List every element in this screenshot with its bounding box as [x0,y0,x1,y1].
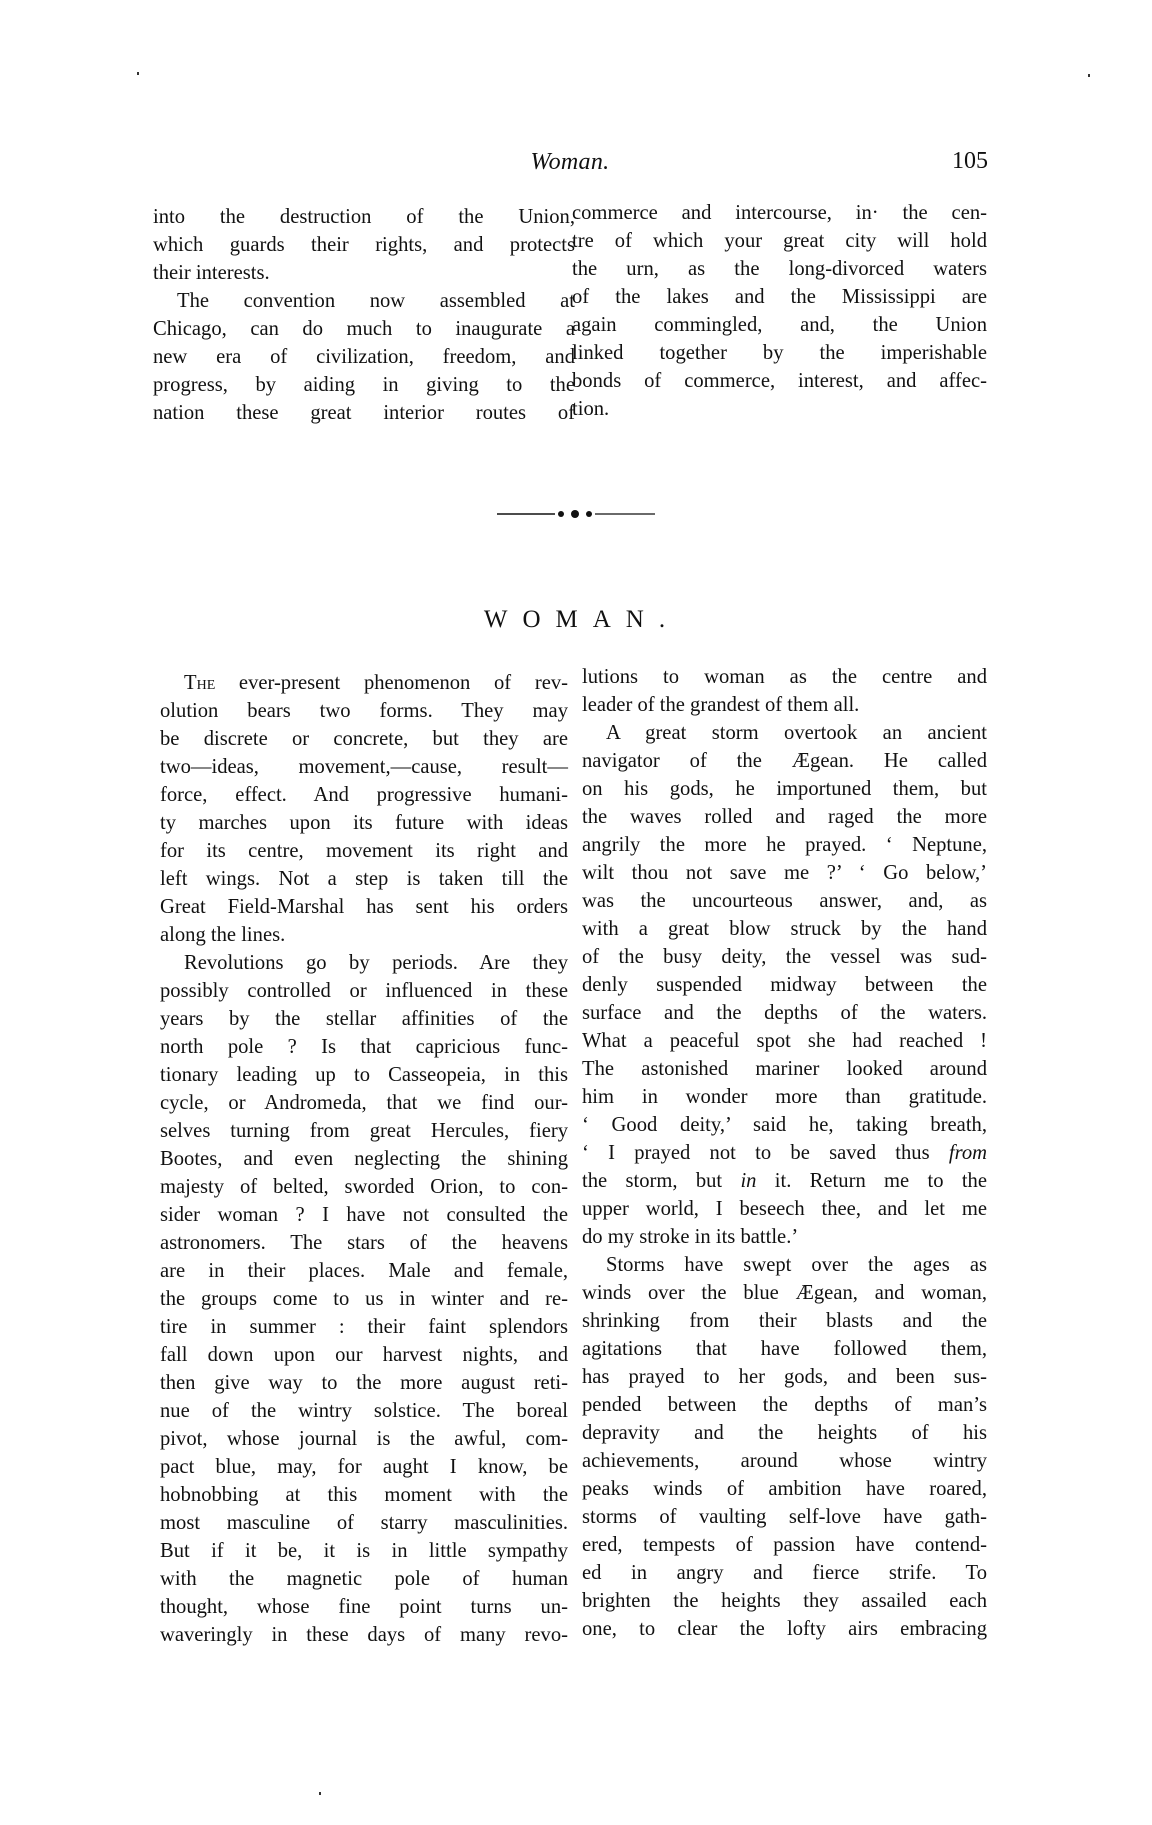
text-line: which guards their rights, and protects [153,234,575,256]
text-line: be discrete or concrete, but they are [160,728,568,750]
running-head [0,146,1152,178]
text-line: Revolutions go by periods. Are they [184,952,568,974]
text-line: two—ideas, movement,—cause, result— [160,756,568,778]
text-line: bonds of commerce, interest, and affec- [572,370,987,392]
text-line: ‘ Good deity,’ said he, taking breath, [582,1114,987,1136]
text-line: the groups come to us in winter and re- [160,1288,568,1310]
text-line: into the destruction of the Union, [153,206,575,228]
text-line: new era of civilization, freedom, and [153,346,575,368]
text-line: The ever-present phenomenon of rev- [184,672,568,694]
section-divider-ornament [497,504,657,524]
text-line: on his gods, he importuned them, but [582,778,987,800]
text-line: commerce and intercourse, in· the cen- [572,202,987,224]
text-line: pact blue, may, for aught I know, be [160,1456,568,1478]
text-line: left wings. Not a step is taken till the [160,868,568,890]
scan-speck [137,72,139,75]
text-line: linked together by the imperishable [572,342,987,364]
text-line: The convention now assembled at [177,290,575,312]
text-line: A great storm overtook an ancient [606,722,987,744]
text-line: do my stroke in its battle.’ [582,1226,799,1248]
text-line: waveringly in these days of many revo- [160,1624,568,1646]
previous-article-left-column [153,203,575,427]
text-line: Great Field-Marshal has sent his orders [160,896,568,918]
text-line: north pole ? Is that capricious func- [160,1036,568,1058]
ornament-dot-left [558,511,564,517]
text-line: tion. [572,398,610,420]
text-line: upper world, I beseech thee, and let me [582,1198,987,1220]
text-line: the waves rolled and raged the more [582,806,987,828]
text-line: force, effect. And progressive humani- [160,784,568,806]
text-line: then give way to the more august reti- [160,1372,568,1394]
text-line: fall down upon our harvest nights, and [160,1344,568,1366]
text-line: nation these great interior routes of [153,402,575,424]
text-line: depravity and the heights of his [582,1422,987,1444]
text-line: astronomers. The stars of the heavens [160,1232,568,1254]
text-line: progress, by aiding in giving to the [153,374,575,396]
text-line: him in wonder more than gratitude. [582,1086,987,1108]
text-line: navigator of the Ægean. He called [582,750,987,772]
text-line: has prayed to her gods, and been sus- [582,1366,987,1388]
text-line: agitations that have followed them, [582,1338,987,1360]
text-line: shrinking from their blasts and the [582,1310,987,1332]
article-left-column [160,669,568,1649]
text-line: leader of the grandest of them all. [582,694,860,716]
text-line: The astonished mariner looked around [582,1058,987,1080]
text-line: peaks winds of ambition have roared, [582,1478,987,1500]
text-line: years by the stellar affinities of the [160,1008,568,1030]
text-line: pivot, whose journal is the awful, com- [160,1428,568,1450]
text-line: along the lines. [160,924,286,946]
text-line: olution bears two forms. They may [160,700,568,722]
text-line: surface and the depths of the waters. [582,1002,987,1024]
text-line: wilt thou not save me ?’ ‘ Go below,’ [582,862,987,884]
scan-speck [319,1792,321,1795]
small-caps-lead: The [184,672,216,694]
text-line: of the busy deity, the vessel was sud- [582,946,987,968]
ornament-dot-center [571,510,579,518]
text-line: lutions to woman as the centre and [582,666,987,688]
text-line: ed in angry and fierce strife. To [582,1562,987,1584]
article-right-column [582,663,987,1643]
text-line: tionary leading up to Casseopeia, in this [160,1064,568,1086]
text-line: possibly controlled or influenced in these [160,980,568,1002]
text-line: denly suspended midway between the [582,974,987,996]
text-line: with a great blow struck by the hand [582,918,987,940]
article-title: WOMAN. [483,606,681,633]
text-line: the urn, as the long-divorced waters [572,258,987,280]
text-line: achievements, around whose wintry [582,1450,987,1472]
text-line: But if it be, it is in little sympathy [160,1540,568,1562]
running-title: Woman. [530,149,610,175]
text-line: cycle, or Andromeda, that we find our- [160,1092,568,1114]
text-line: winds over the blue Ægean, and woman, [582,1282,987,1304]
text-line: the storm, but in it. Return me to the [582,1170,987,1192]
previous-article-right-column [572,199,987,423]
text-line: angrily the more he prayed. ‘ Neptune, [582,834,987,856]
text-line: Chicago, can do much to inaugurate a [153,318,575,340]
text-line: are in their places. Male and female, [160,1260,568,1282]
text-line: ered, tempests of passion have contend- [582,1534,987,1556]
text-line: storms of vaulting self-love have gath- [582,1506,987,1528]
text-line: their interests. [153,262,270,284]
text-line: again commingled, and, the Union [572,314,987,336]
text-line: tire in summer : their faint splendors [160,1316,568,1338]
page-number: 105 [952,148,988,174]
text-line: was the uncourteous answer, and, as [582,890,987,912]
text-line: brighten the heights they assailed each [582,1590,987,1612]
text-line: most masculine of starry masculinities. [160,1512,568,1534]
text-line: What a peaceful spot she had reached ! [582,1030,987,1052]
text-line: majesty of belted, sworded Orion, to con- [160,1176,568,1198]
text-line: Bootes, and even neglecting the shining [160,1148,568,1170]
text-line: ty marches upon its future with ideas [160,812,568,834]
text-line: of the lakes and the Mississippi are [572,286,987,308]
ornament-dot-right [586,511,592,517]
text-line: selves turning from great Hercules, fiery [160,1120,568,1142]
text-line: for its centre, movement its right and [160,840,568,862]
text-line: thought, whose fine point turns un- [160,1596,568,1618]
text-line: one, to clear the lofty airs embracing [582,1618,987,1640]
text-line: with the magnetic pole of human [160,1568,568,1590]
italic-emphasis: in [740,1170,757,1192]
text-line: tre of which your great city will hold [572,230,987,252]
italic-emphasis: from [948,1142,987,1164]
text-line: pended between the depths of man’s [582,1394,987,1416]
text-line: ‘ I prayed not to be saved thus from [582,1142,987,1164]
text-line: sider woman ? I have not consulted the [160,1204,568,1226]
scan-speck [1088,74,1090,77]
text-line: hobnobbing at this moment with the [160,1484,568,1506]
text-line: Storms have swept over the ages as [606,1254,987,1276]
text-line: nue of the wintry solstice. The boreal [160,1400,568,1422]
